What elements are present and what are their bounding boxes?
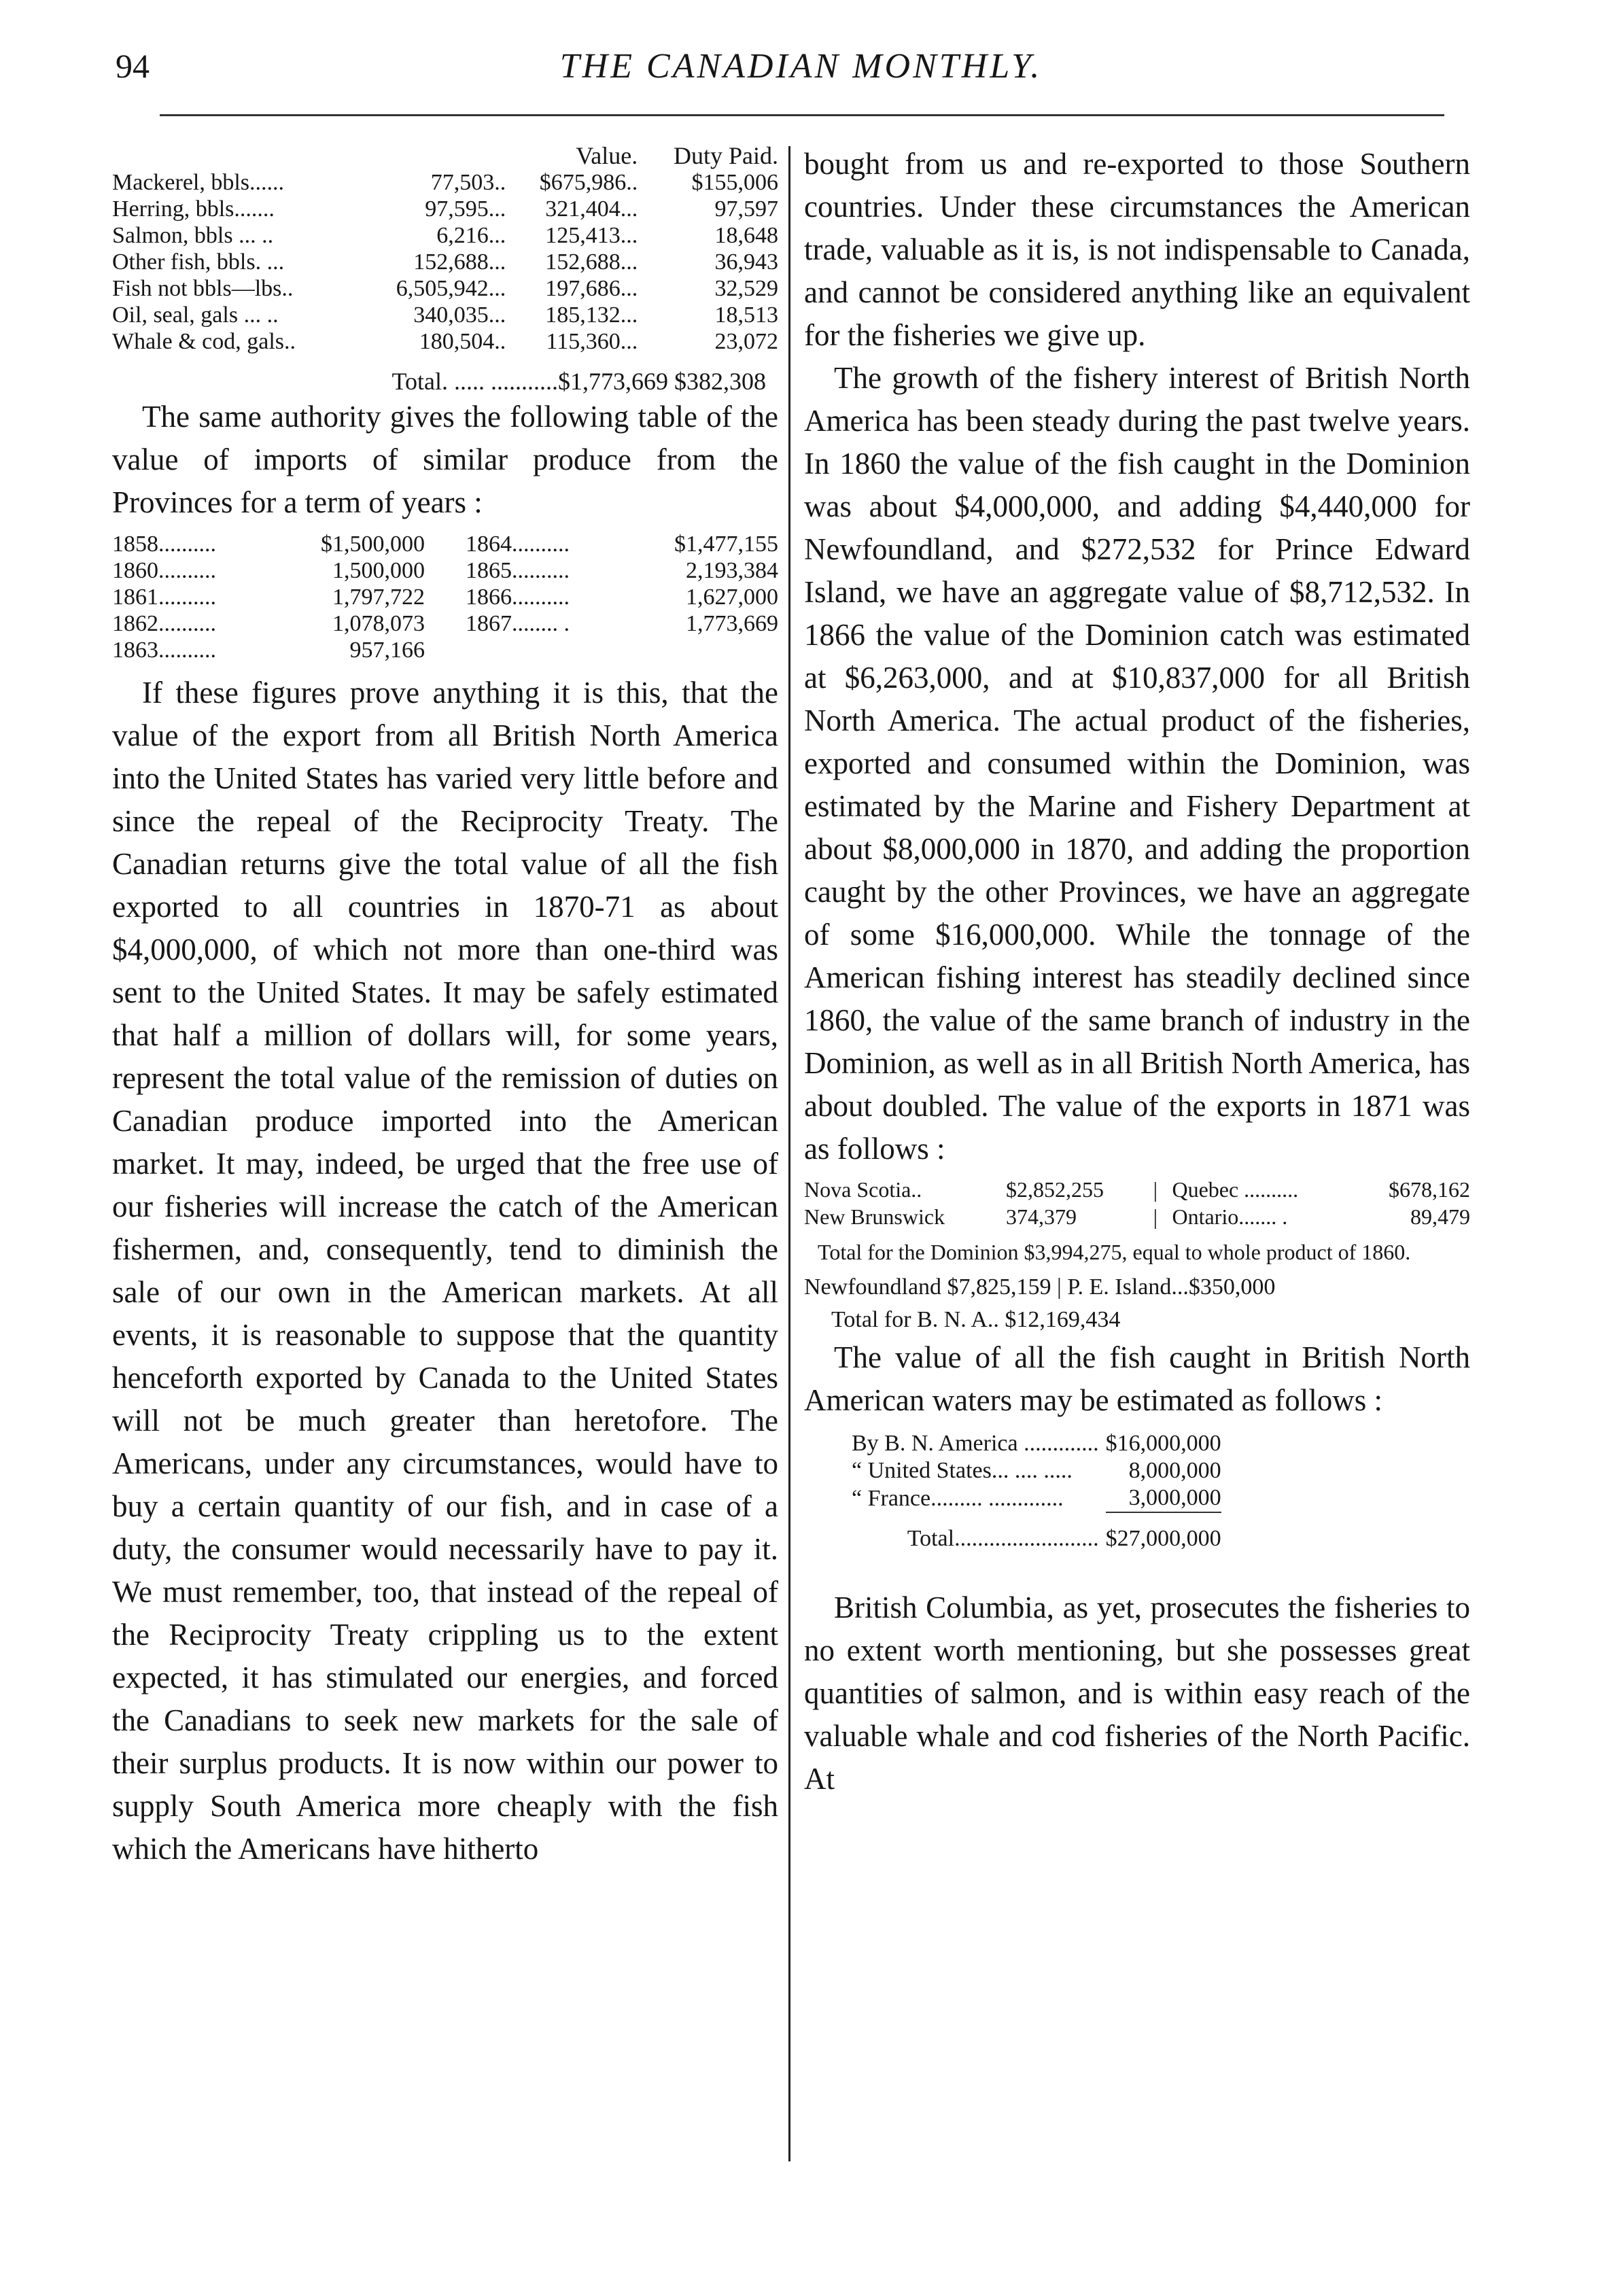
row-value: $675,986.. xyxy=(539,170,638,195)
intro-paragraph: The same authority gives the following table of the value of imports of similar produce from the Provinces for a term of years : xyxy=(112,400,778,519)
year-cell: 1864.......... xyxy=(466,532,570,557)
table-row xyxy=(804,1176,1470,1203)
continued-paragraph: bought from us and re-exported to those Southern countries. Under these circumstances the American trade, valuable as it is, is not indispensable to Canada, and cannot be considered anything like an equivalent for the fisheries we give up. xyxy=(804,147,1470,352)
fish-exports-table xyxy=(112,143,778,355)
row-duty: 97,597 xyxy=(714,196,778,222)
table-row xyxy=(852,1512,1221,1552)
table-row xyxy=(112,249,778,275)
province-cell: Ontario....... . xyxy=(1172,1204,1288,1229)
running-head: THE CANADIAN MONTHLY. xyxy=(559,47,1043,86)
table-row xyxy=(112,610,778,637)
table-row xyxy=(112,637,778,663)
row-label: Salmon, bbls ... .. xyxy=(112,223,274,248)
row-label: Herring, bbls....... xyxy=(112,196,275,222)
value-cell: $678,162 xyxy=(1389,1177,1470,1202)
table-row xyxy=(852,1457,1221,1484)
year-cell: 1863.......... xyxy=(112,638,216,663)
table-row xyxy=(112,275,778,302)
row-duty: 23,072 xyxy=(714,329,778,354)
row-qty: 152,688... xyxy=(413,249,506,275)
british-columbia-paragraph: British Columbia, as yet, prosecutes the fisheries to no extent worth mentioning, but she possesses great quantities of salmon, and is within easy reach of the valuable whale and cod fisheries of the North Pacific. At xyxy=(804,1590,1470,1796)
row-qty: 340,035... xyxy=(413,302,506,328)
estimate-value: $16,000,000 xyxy=(1105,1431,1221,1456)
fish-table-total: Total. ..... ...........$1,773,669 $382,308 xyxy=(391,368,766,395)
col-header-duty: Duty Paid. xyxy=(673,142,778,169)
table-header-row xyxy=(112,143,778,169)
table-row xyxy=(852,1484,1221,1512)
dominion-total-note: Total for the Dominion $3,994,275, equal to whole product of 1860. xyxy=(818,1240,1411,1264)
province-cell: New Brunswick xyxy=(804,1204,945,1229)
estimate-total-value: $27,000,000 xyxy=(1106,1512,1221,1552)
right-column xyxy=(804,143,1470,1801)
table-row xyxy=(112,557,778,584)
table-row xyxy=(852,1430,1221,1457)
value-cell: 1,773,669 xyxy=(686,611,778,636)
column-divider xyxy=(788,146,790,2161)
year-cell: 1861.......... xyxy=(112,585,216,610)
value-cell: $1,500,000 xyxy=(321,532,425,557)
table-row xyxy=(804,1203,1470,1230)
import-years-table xyxy=(112,531,778,663)
table-row xyxy=(112,584,778,610)
value-cell: 1,797,722 xyxy=(332,585,425,610)
year-cell: 1860.......... xyxy=(112,558,216,583)
table-row xyxy=(112,222,778,249)
estimate-value: 8,000,000 xyxy=(1128,1458,1221,1483)
row-value: 115,360... xyxy=(546,329,638,354)
value-cell: 374,379 xyxy=(1006,1204,1077,1229)
year-cell: 1865.......... xyxy=(466,558,570,583)
value-cell xyxy=(622,637,778,663)
row-qty: 180,504.. xyxy=(419,329,506,354)
value-cell: 1,627,000 xyxy=(686,585,778,610)
row-value: 321,404... xyxy=(545,196,638,222)
row-duty: 18,648 xyxy=(714,223,778,248)
table-row xyxy=(112,302,778,328)
value-cell: 1,078,073 xyxy=(332,611,425,636)
catch-estimate-table xyxy=(852,1430,1221,1552)
row-duty: 36,943 xyxy=(714,249,778,275)
estimate-intro-paragraph: The value of all the fish caught in British North American waters may be estimated as follows : xyxy=(804,1340,1470,1417)
value-cell: 1,500,000 xyxy=(332,558,425,583)
row-label: Fish not bbls—lbs.. xyxy=(112,276,294,301)
row-value: 185,132... xyxy=(545,302,638,328)
value-cell: 2,193,384 xyxy=(686,558,778,583)
table-row xyxy=(112,169,778,196)
row-value: 152,688... xyxy=(545,249,638,275)
row-label: Mackerel, bbls...... xyxy=(112,170,285,195)
main-paragraph: If these figures prove anything it is this, that the value of the export from all British North America into the United States has varied very little before and since the repeal of the Reciprocity Treaty. The Canadian returns give the total value of all the fish exported to all countries in 1870-71 as about $4,000,000, of which not more than one-third was sent to the United States. It may be safely estimated that half a million of dollars will, for some years, represent the total value of the remission of duties on Canadian produce imported into the American market. It may, indeed, be urged that the free use of our fisheries will increase the catch of the American fishermen, and, consequently, tend to diminish the sale of our own in the American markets. At all events, it is reasonable to suppose that the quantity henceforth exported by Canada to the United States will not be much greater than heretofore. The Americans, under any circumstances, would have to buy a certain quantity of our fish, and in case of a duty, the consumer would necessarily have to pay it. We must remember, too, that instead of the repeal of the Reciprocity Treaty crippling us to the extent expected, it has stimulated our energies, and forced the Canadians to seek new markets for the sale of their surplus products. It is now within our power to supply South America more cheaply with the fish which the Americans have hitherto xyxy=(112,676,778,1866)
value-cell: 957,166 xyxy=(349,638,425,663)
province-cell: Nova Scotia.. xyxy=(804,1177,922,1202)
year-cell: 1866.......... xyxy=(466,585,570,610)
province-cell: Quebec .......... xyxy=(1172,1177,1299,1202)
separator: | xyxy=(1153,1204,1157,1229)
row-qty: 6,505,942... xyxy=(396,276,506,301)
separator: | xyxy=(1153,1177,1157,1202)
row-qty: 97,595... xyxy=(425,196,506,222)
bna-total-line: Total for B. N. A.. $12,169,434 xyxy=(831,1307,1121,1332)
row-duty: 32,529 xyxy=(714,276,778,301)
row-label: Whale & cod, gals.. xyxy=(112,329,296,354)
year-cell xyxy=(466,637,622,663)
estimate-label: By B. N. America ............. xyxy=(852,1431,1099,1456)
estimate-label: “ France......... ............. xyxy=(852,1486,1064,1511)
value-cell: $1,477,155 xyxy=(674,532,778,557)
row-value: 197,686... xyxy=(545,276,638,301)
row-label: Other fish, bbls. ... xyxy=(112,249,285,275)
year-cell: 1862.......... xyxy=(112,611,216,636)
fishery-growth-paragraph: The growth of the fishery interest of British North America has been steady during the past twelve years. In 1860 the value of the fish caught in the Dominion was about $4,000,000, and adding $4,440,000 for Newfoundland, and $272,532 for Prince Edward Island, we have an aggregate value of $8,712,532. In 1866 the value of the Dominion catch was estimated at $6,263,000, and at $10,837,000 for all British North America. The actual product of the fisheries, exported and consumed within the Dominion, was estimated by the Marine and Fishery Department at about $8,000,000 in 1870, and adding the proportion caught by the other Provinces, we have an aggregate of some $16,000,000. While the tonnage of the American fishing interest has steadily declined since 1860, the value of the same branch of industry in the Dominion, as well as in all British North America, has about doubled. The value of the exports in 1871 was as follows : xyxy=(804,361,1470,1166)
value-cell: 89,479 xyxy=(1410,1204,1470,1229)
row-value: 125,413... xyxy=(545,223,638,248)
row-qty: 77,503.. xyxy=(430,170,506,195)
row-label: Oil, seal, gals ... .. xyxy=(112,302,279,328)
year-cell: 1858.......... xyxy=(112,532,216,557)
table-row xyxy=(112,196,778,222)
estimate-label: “ United States... .... ..... xyxy=(852,1458,1073,1483)
year-cell: 1867........ . xyxy=(466,611,570,636)
table-row xyxy=(112,531,778,557)
newfoundland-line: Newfoundland $7,825,159 | P. E. Island...$350,000 xyxy=(804,1274,1276,1300)
row-duty: $155,006 xyxy=(691,170,778,195)
header-rule xyxy=(160,114,1444,116)
estimate-value: 3,000,000 xyxy=(1128,1485,1221,1510)
row-qty: 6,216... xyxy=(436,223,506,248)
col-header-value: Value. xyxy=(576,142,638,169)
exports-1871-table xyxy=(804,1176,1470,1230)
row-duty: 18,513 xyxy=(714,302,778,328)
left-column xyxy=(112,143,778,1871)
value-cell: $2,852,255 xyxy=(1006,1177,1104,1202)
page-number: 94 xyxy=(116,47,150,85)
table-row xyxy=(112,328,778,355)
estimate-total-label: Total......................... xyxy=(907,1526,1099,1551)
